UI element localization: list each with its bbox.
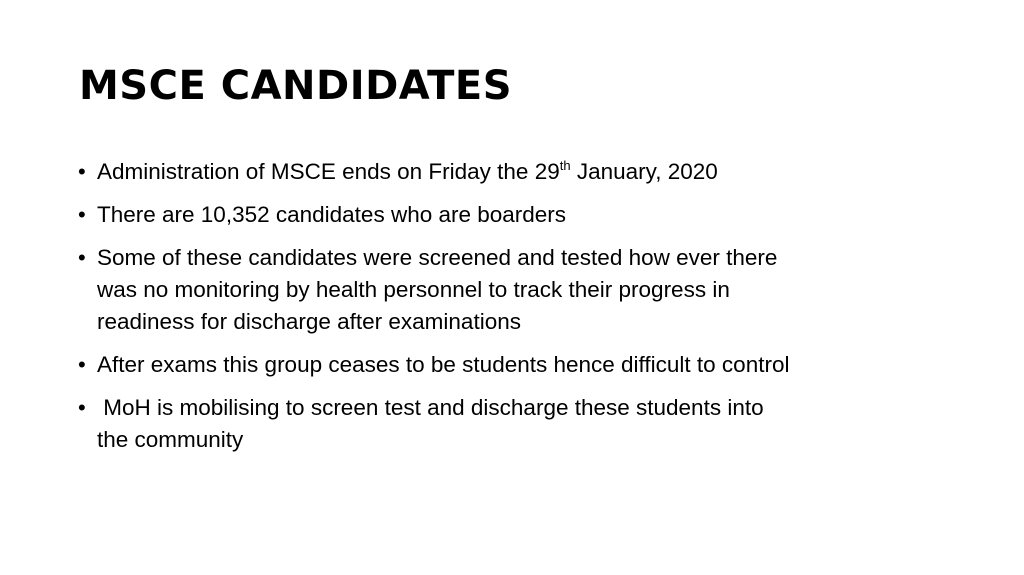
bullet-dot-icon: • bbox=[78, 202, 86, 227]
bullet-dot-icon: • bbox=[78, 352, 86, 377]
bullet-list bbox=[78, 156, 978, 467]
bullet-text bbox=[97, 242, 777, 338]
bullet-text bbox=[97, 156, 718, 188]
bullet-line: Some of these candidates were screened and tested how ever there bbox=[97, 245, 778, 270]
bullet-item-3 bbox=[78, 242, 978, 338]
bullet-dot-icon: • bbox=[78, 395, 86, 420]
bullet-text: There are 10,352 candidates who are boarders bbox=[97, 202, 567, 227]
ordinal-superscript: th bbox=[559, 158, 571, 173]
slide-title: MSCE CANDIDATES bbox=[79, 63, 513, 109]
bullet-text bbox=[97, 392, 764, 456]
bullet-line: readiness for discharge after examinations bbox=[97, 309, 521, 334]
bullet-item-1 bbox=[78, 156, 978, 188]
bullet-item-4 bbox=[78, 349, 978, 381]
bullet-item-2 bbox=[78, 199, 978, 231]
bullet-dot-icon: • bbox=[78, 159, 86, 184]
bullet-text: After exams this group ceases to be students hence difficult to control bbox=[97, 352, 790, 377]
bullet-line: the community bbox=[97, 427, 244, 452]
bullet-item-5 bbox=[78, 392, 978, 456]
bullet-text-part: Administration of MSCE ends on Friday the 29 bbox=[97, 159, 560, 184]
bullet-line: was no monitoring by health personnel to track their progress in bbox=[97, 277, 730, 302]
bullet-line: MoH is mobilising to screen test and discharge these students into bbox=[97, 395, 764, 420]
bullet-dot-icon: • bbox=[78, 245, 86, 270]
bullet-text-part: January, 2020 bbox=[570, 159, 718, 184]
